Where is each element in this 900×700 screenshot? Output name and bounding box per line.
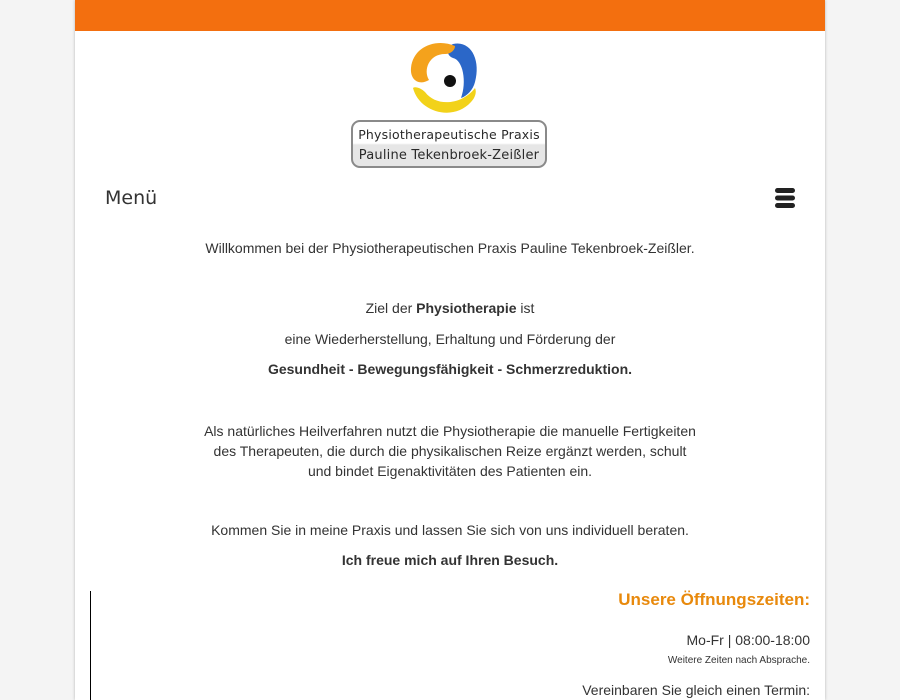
sidebar-divider [90,591,91,700]
menu-label[interactable]: Menü [105,187,158,209]
opening-hours-title: Unsere Öffnungszeiten: [618,590,810,609]
top-bar [75,0,825,31]
opening-hours-note: Weitere Zeiten nach Absprache. [667,655,810,666]
appointment-prompt: Vereinbaren Sie gleich einen Termin: [582,682,810,698]
menu-bar[interactable] [105,184,795,214]
therapy-paragraph-line-2: des Therapeuten, die durch die physikalischen Reize ergänzt werden, schult [213,443,687,459]
welcome-text: Willkommen bei der Physiotherapeutischen Praxis Pauline Tekenbroek-Zeißler. [205,240,695,256]
practice-logo[interactable] [349,38,553,174]
closing-text: Ich freue mich auf Ihren Besuch. [341,552,559,568]
goal-suffix: ist [516,300,535,316]
therapy-paragraph-line-1: Als natürliches Heilverfahren nutzt die Physiotherapie die manuelle Fertigkeiten [204,423,696,439]
logo-text-box [351,120,547,168]
logo-figure-icon [349,38,553,122]
page-container [75,0,825,700]
goal-line-1 [75,298,825,318]
logo-title-line: Physiotherapeutische Praxis [358,127,540,142]
invite-text: Kommen Sie in meine Praxis und lassen Sie sich von uns individuell beraten. [211,522,689,538]
goal-line-2: eine Wiederherstellung, Erhaltung und Förderung der [284,331,616,347]
goal-prefix: Ziel der [365,300,417,316]
hamburger-menu-icon[interactable] [775,187,795,209]
goal-bold: Physiotherapie [416,300,517,316]
goal-line-3: Gesundheit - Bewegungsfähigkeit - Schmerzreduktion. [267,361,633,377]
therapy-paragraph-line-3: und bindet Eigenaktivitäten des Patienten ein. [307,463,593,479]
opening-hours-weekdays: Mo-Fr | 08:00-18:00 [686,632,810,648]
logo-owner-line: Pauline Tekenbroek-Zeißler [358,148,540,163]
